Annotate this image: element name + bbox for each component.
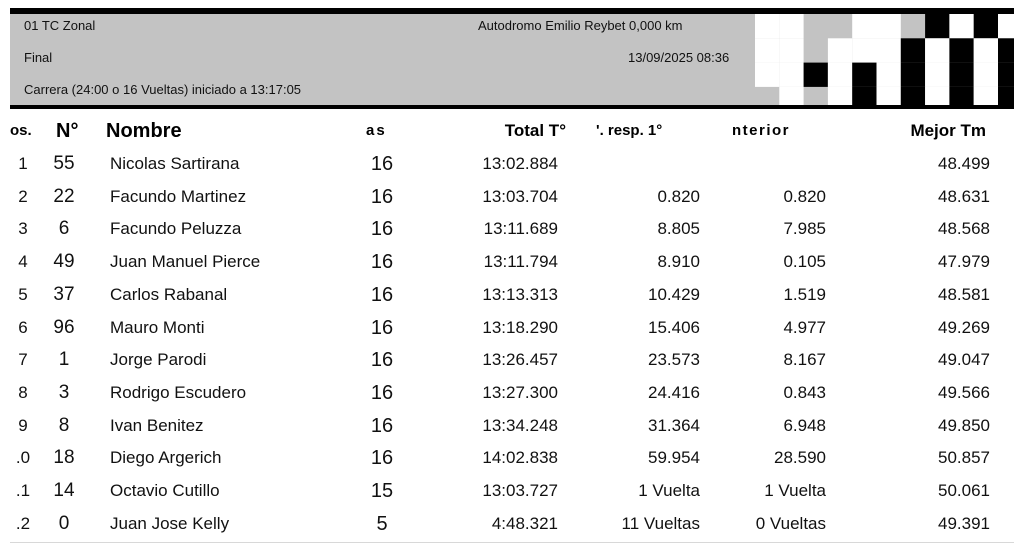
row-position: 2	[18, 186, 28, 206]
row-gap-first: 1 Vuelta	[638, 481, 700, 500]
flag-square	[998, 87, 1014, 105]
row-best-lap: 47.979	[938, 252, 990, 272]
table-row	[0, 410, 1024, 442]
row-driver-name: Octavio Cutillo	[110, 481, 220, 500]
row-laps: 16	[370, 447, 394, 470]
table-row	[0, 508, 1024, 540]
flag-square	[755, 14, 779, 38]
row-laps: 16	[370, 283, 394, 306]
flag-square	[901, 87, 925, 105]
table-row	[0, 475, 1024, 507]
row-laps: 5	[376, 512, 388, 535]
row-laps: 16	[370, 349, 394, 372]
flag-square	[779, 14, 803, 38]
row-gap-first: 24.416	[648, 382, 700, 402]
row-gap-first: 8.805	[657, 219, 700, 239]
results-header	[10, 8, 1014, 105]
row-gap-previous: 7.985	[783, 219, 826, 239]
row-laps: 16	[370, 153, 394, 175]
row-gap-first: 23.573	[648, 350, 700, 370]
row-total-time: 13:03.704	[482, 186, 558, 206]
row-position: 6	[18, 317, 28, 337]
flag-square	[998, 63, 1014, 87]
row-laps: 16	[370, 316, 394, 339]
row-car-number: 0	[58, 512, 70, 534]
flag-square	[949, 38, 973, 62]
row-driver-name: Ivan Benitez	[110, 415, 204, 435]
row-total-time: 14:02.838	[482, 448, 558, 468]
row-best-lap: 48.499	[938, 154, 990, 173]
flag-square	[877, 38, 901, 62]
row-total-time: 13:34.248	[482, 415, 558, 435]
flag-square	[852, 63, 876, 87]
flag-square	[925, 63, 949, 87]
race-info: Carrera (24:00 o 16 Vueltas) iniciado a 13:17:05	[24, 82, 302, 97]
col-best-header: Mejor Tm	[910, 121, 986, 140]
row-car-number: 3	[58, 381, 70, 403]
row-laps: 16	[370, 381, 394, 404]
row-best-lap: 49.269	[938, 317, 990, 337]
row-gap-first: 10.429	[648, 284, 700, 304]
flag-square	[828, 63, 852, 87]
row-best-lap: 48.631	[938, 186, 990, 206]
flag-square	[925, 14, 949, 38]
row-driver-name: Juan Manuel Pierce	[110, 252, 261, 272]
row-best-lap: 48.568	[938, 219, 990, 239]
row-best-lap: 49.047	[938, 350, 990, 370]
row-position: 7	[18, 350, 28, 370]
flag-square	[755, 38, 779, 62]
flag-square	[755, 63, 779, 87]
flag-square	[804, 63, 828, 87]
table-row	[0, 377, 1024, 409]
flag-square	[779, 87, 803, 105]
row-car-number: 22	[53, 185, 75, 207]
flag-square	[779, 63, 803, 87]
row-gap-first: 0.820	[657, 186, 700, 206]
row-position: .0	[15, 448, 31, 468]
row-total-time: 13:03.727	[482, 481, 558, 500]
row-car-number: 49	[53, 251, 75, 273]
flag-square	[974, 63, 998, 87]
row-position: 9	[18, 415, 28, 435]
row-gap-first: 15.406	[648, 317, 700, 337]
table-row	[0, 181, 1024, 213]
table-row	[0, 442, 1024, 474]
flag-square	[828, 38, 852, 62]
table-row	[0, 312, 1024, 344]
row-car-number: 37	[53, 283, 75, 305]
col-total-header: Total T°	[504, 121, 566, 140]
col-gap-first-header: '. resp. 1°	[596, 122, 663, 139]
table-row	[0, 213, 1024, 245]
row-gap-previous: 6.948	[783, 415, 826, 435]
row-car-number: 96	[53, 316, 75, 338]
row-driver-name: Facundo Peluzza	[110, 219, 242, 239]
flag-square	[998, 14, 1014, 38]
row-car-number: 6	[58, 218, 70, 240]
row-gap-previous: 0.105	[783, 252, 826, 272]
table-bottom-rule	[10, 542, 1014, 543]
flag-square	[852, 38, 876, 62]
row-laps: 15	[370, 480, 394, 502]
row-gap-previous: 0.843	[783, 382, 826, 402]
row-driver-name: Diego Argerich	[110, 448, 222, 468]
row-laps: 16	[370, 185, 394, 208]
row-gap-first: 8.910	[657, 252, 700, 272]
row-position: 8	[18, 382, 28, 402]
row-driver-name: Carlos Rabanal	[110, 284, 228, 304]
row-gap-first: 31.364	[648, 415, 700, 435]
flag-square	[925, 87, 949, 105]
track-name: Autodromo Emilio Reybet 0,000 km	[478, 18, 683, 33]
flag-square	[877, 87, 901, 105]
session-label: Final	[24, 50, 53, 65]
row-car-number: 1	[58, 349, 70, 371]
row-driver-name: Facundo Martinez	[110, 186, 247, 206]
row-position: .1	[15, 481, 31, 500]
row-gap-previous: 0.820	[783, 186, 826, 206]
flag-square	[852, 14, 876, 38]
series-title: 01 TC Zonal	[24, 18, 96, 33]
row-position: 5	[18, 284, 28, 304]
col-pos-header: os.	[10, 122, 32, 139]
row-total-time: 13:18.290	[482, 317, 558, 337]
table-row	[0, 148, 1024, 180]
row-best-lap: 48.581	[938, 284, 990, 304]
flag-square	[925, 38, 949, 62]
col-name-header: Nombre	[106, 120, 182, 142]
row-total-time: 13:27.300	[482, 382, 558, 402]
row-position: 3	[18, 219, 28, 239]
row-total-time: 13:11.794	[483, 252, 558, 272]
row-position: .2	[15, 513, 31, 533]
flag-square	[877, 63, 901, 87]
row-car-number: 8	[58, 414, 70, 436]
flag-square	[852, 87, 876, 105]
flag-square	[877, 14, 901, 38]
row-position: 1	[18, 154, 28, 173]
flag-square	[779, 38, 803, 62]
row-gap-previous: 4.977	[783, 317, 826, 337]
row-best-lap: 49.566	[938, 382, 990, 402]
flag-square	[828, 87, 852, 105]
row-gap-previous: 1.519	[783, 284, 826, 304]
row-gap-previous: 1 Vuelta	[764, 481, 826, 500]
flag-square	[974, 87, 998, 105]
row-driver-name: Rodrigo Escudero	[110, 382, 247, 402]
row-total-time: 4:48.321	[491, 513, 558, 533]
row-driver-name: Nicolas Sartirana	[110, 154, 240, 173]
flag-square	[974, 14, 998, 38]
race-datetime: 13/09/2025 08:36	[628, 50, 730, 65]
flag-square	[949, 14, 973, 38]
row-best-lap: 50.061	[938, 481, 990, 500]
flag-square	[901, 38, 925, 62]
flag-square	[901, 63, 925, 87]
row-laps: 16	[370, 251, 394, 274]
flag-square	[949, 87, 973, 105]
row-total-time: 13:26.457	[482, 350, 558, 370]
row-driver-name: Mauro Monti	[110, 317, 205, 337]
row-gap-first: 59.954	[648, 448, 700, 468]
row-gap-previous: 0 Vueltas	[755, 513, 826, 533]
table-row	[0, 344, 1024, 376]
row-position: 4	[18, 252, 28, 272]
checkered-flag-graphic	[755, 14, 1014, 105]
row-car-number: 14	[53, 480, 75, 501]
table-row	[0, 279, 1024, 311]
row-car-number: 18	[53, 447, 75, 469]
row-gap-previous: 8.167	[783, 350, 826, 370]
row-best-lap: 49.850	[938, 415, 990, 435]
flag-square	[974, 38, 998, 62]
row-driver-name: Juan Jose Kelly	[110, 513, 230, 533]
flag-square	[998, 38, 1014, 62]
row-total-time: 13:13.313	[482, 284, 558, 304]
row-gap-previous: 28.590	[774, 448, 826, 468]
col-gap-prev-header: nterior	[732, 122, 791, 139]
row-driver-name: Jorge Parodi	[110, 350, 207, 370]
col-laps-header: as	[366, 122, 387, 139]
header-divider	[10, 105, 1014, 109]
row-best-lap: 50.857	[938, 448, 990, 468]
row-car-number: 55	[53, 153, 75, 174]
col-number-header: N°	[56, 120, 79, 142]
row-laps: 16	[370, 414, 394, 437]
table-row	[0, 246, 1024, 278]
flag-square	[949, 63, 973, 87]
row-total-time: 13:11.689	[483, 219, 558, 239]
row-gap-first: 11 Vueltas	[621, 513, 700, 533]
row-laps: 16	[370, 218, 394, 241]
row-best-lap: 49.391	[938, 513, 990, 533]
row-total-time: 13:02.884	[482, 154, 558, 173]
